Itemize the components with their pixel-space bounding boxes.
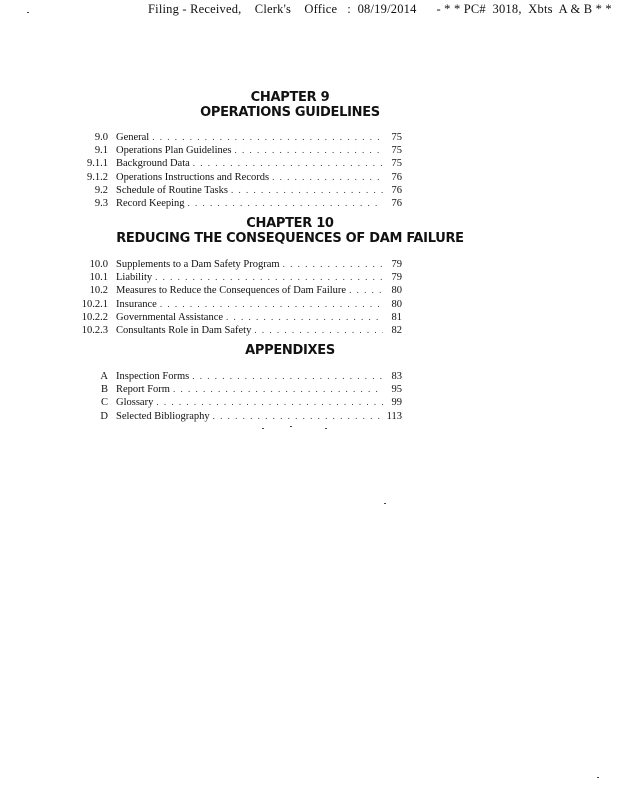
dot-leader [188, 197, 383, 209]
dot-leader [234, 144, 383, 156]
toc-entry-page: 75 [391, 145, 402, 157]
toc-entry-number: 10.1 [89, 272, 108, 284]
toc-entry [78, 184, 402, 197]
toc-entry-title: Governmental Assistance [116, 311, 224, 323]
appendixes-toc [78, 370, 402, 423]
toc-entry-page: 80 [391, 298, 402, 310]
toc-entry-title: Background Data [116, 158, 190, 170]
toc-entry-number: 9.1 [94, 145, 108, 157]
toc-entry-title: Operations Plan Guidelines [116, 145, 232, 157]
toc-entry-title: Insurance [116, 298, 157, 310]
toc-entry-number: 9.0 [94, 132, 108, 143]
toc-entry-number: A [100, 371, 108, 382]
toc-entry-number: C [100, 397, 108, 409]
toc-entry-title: Record Keeping [116, 198, 185, 210]
scan-speck [262, 428, 264, 429]
toc-entry [78, 396, 402, 409]
scan-speck [290, 426, 292, 427]
toc-entry [78, 157, 402, 170]
toc-entry-number: 10.2.3 [81, 325, 108, 337]
dot-leader [226, 311, 383, 323]
dot-leader [155, 271, 383, 283]
toc-entry [78, 131, 402, 144]
toc-entry-number: 9.3 [94, 198, 108, 210]
toc-entry-page: 81 [391, 311, 402, 323]
toc-entry-number: 10.0 [89, 259, 108, 270]
toc-entry [78, 271, 402, 284]
toc-entry-number: 10.2.2 [81, 311, 108, 323]
toc-entry-page: 76 [391, 184, 402, 196]
toc-entry [78, 298, 402, 311]
dot-leader [173, 383, 383, 395]
dot-leader [283, 258, 383, 270]
toc-entry-number: 9.1.1 [87, 158, 108, 170]
chapter-9-subtitle: OPERATIONS GUIDELINES [200, 105, 380, 120]
toc-entry-title: Inspection Forms [116, 371, 190, 382]
chapter-10-heading-block [0, 216, 605, 246]
toc-entry-number: 10.2.1 [81, 298, 108, 310]
toc-entry [78, 410, 402, 423]
toc-entry [78, 370, 402, 383]
toc-entry [78, 324, 402, 337]
chapter-10-toc [78, 258, 402, 337]
scan-speck [384, 503, 386, 504]
toc-entry [78, 171, 402, 184]
toc-entry-number: 10.2 [89, 285, 108, 297]
toc-entry-title: General [116, 132, 150, 143]
dot-leader [156, 396, 383, 408]
chapter-9-title: CHAPTER 9 [250, 90, 330, 105]
toc-entry-page: 83 [391, 371, 402, 382]
toc-entry-title: Consultants Role in Dam Safety [116, 325, 252, 337]
toc-entry-number: 9.1.2 [87, 171, 108, 183]
filing-stamp-header: Filing - Received, Clerk's Office : 08/19/2014 - * * PC# 3018, Xbts A & B * * [148, 2, 612, 16]
toc-entry-page: 95 [391, 384, 402, 396]
toc-entry [78, 383, 402, 396]
dot-leader [231, 184, 383, 196]
toc-entry-page: 75 [391, 158, 402, 170]
chapter-10-subtitle: REDUCING THE CONSEQUENCES OF DAM FAILURE [116, 231, 464, 246]
toc-entry-page: 99 [391, 397, 402, 409]
dot-leader [192, 370, 383, 382]
toc-entry-number: 9.2 [94, 184, 108, 196]
toc-entry-title: Schedule of Routine Tasks [116, 184, 228, 196]
toc-entry-page: 75 [391, 132, 402, 143]
appendixes-title: APPENDIXES [245, 343, 335, 358]
dot-leader [272, 171, 383, 183]
toc-entry-page: 80 [391, 285, 402, 297]
toc-entry-page: 82 [391, 325, 402, 337]
toc-entry-number: D [100, 410, 108, 422]
toc-entry [78, 197, 402, 210]
toc-entry-page: 79 [391, 259, 402, 270]
toc-entry [78, 284, 402, 297]
toc-entry-title: Measures to Reduce the Consequences of Dam Failure [116, 285, 347, 297]
scan-speck [597, 777, 599, 778]
toc-entry [78, 311, 402, 324]
toc-entry [78, 258, 402, 271]
dot-leader [349, 284, 383, 296]
toc-entry-page: 113 [386, 410, 402, 422]
toc-entry-page: 76 [391, 198, 402, 210]
toc-entry-title: Report Form [116, 384, 170, 396]
dot-leader [193, 157, 383, 169]
chapter-9-toc [78, 131, 402, 210]
dot-leader [213, 410, 383, 422]
dot-leader [160, 298, 383, 310]
toc-entry-title: Glossary [116, 397, 154, 409]
toc-entry-title: Operations Instructions and Records [116, 171, 270, 183]
toc-entry [78, 144, 402, 157]
toc-entry-title: Selected Bibliography [116, 410, 210, 422]
toc-entry-title: Supplements to a Dam Safety Program [116, 259, 280, 270]
toc-entry-page: 79 [391, 272, 402, 284]
dot-leader [254, 324, 383, 336]
appendixes-heading-block [0, 343, 605, 358]
dot-leader [152, 131, 383, 143]
toc-entry-number: B [100, 384, 108, 396]
scan-speck [27, 12, 29, 13]
chapter-9-heading-block [0, 90, 605, 120]
chapter-10-title: CHAPTER 10 [246, 216, 334, 231]
toc-entry-page: 76 [391, 171, 402, 183]
scan-speck [325, 428, 327, 429]
toc-entry-title: Liability [116, 272, 153, 284]
